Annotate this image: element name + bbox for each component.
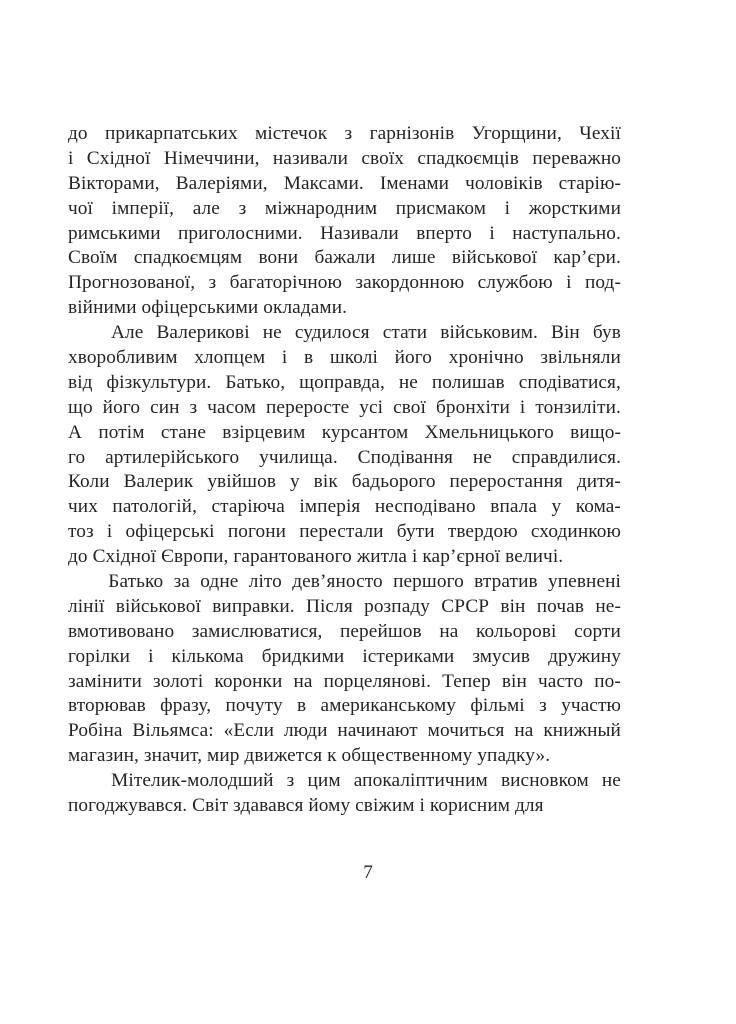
- word: старію-: [558, 172, 621, 194]
- word: Але: [111, 322, 144, 344]
- word: часто: [537, 670, 584, 692]
- word: висновком: [500, 770, 589, 792]
- word: кількома: [171, 645, 244, 667]
- word: до: [68, 123, 88, 144]
- word: гарнізонів: [369, 123, 455, 144]
- word: Східної: [86, 147, 151, 169]
- word: стане: [160, 421, 206, 443]
- word: цим: [307, 770, 341, 792]
- word: але: [192, 197, 220, 219]
- word: на: [293, 670, 313, 692]
- word: в: [303, 347, 314, 369]
- word: змусив: [472, 645, 531, 667]
- word: присмаком: [395, 197, 487, 219]
- text-line: до Східної Європи, гарантованого житла і кар’єрної величі.: [68, 546, 564, 568]
- word: под-: [584, 272, 621, 294]
- word: сходинкою: [530, 521, 621, 543]
- word: одне: [200, 571, 239, 593]
- word: свої: [393, 396, 427, 418]
- word: кар’єри.: [553, 247, 621, 269]
- word: горілки: [68, 645, 131, 667]
- word: не-: [595, 595, 621, 617]
- word: розпаду: [364, 595, 431, 617]
- word: і: [519, 396, 526, 418]
- word: спадкоємцям: [133, 247, 243, 269]
- word: Батько: [108, 571, 164, 593]
- word: взірцевим: [222, 421, 306, 443]
- word: участю: [561, 695, 621, 717]
- word: лінії: [68, 595, 105, 617]
- word: з: [189, 396, 198, 418]
- word: Валерик: [123, 471, 194, 493]
- word: фразу,: [160, 695, 212, 717]
- word: імперія: [299, 496, 361, 518]
- word: мочиться: [427, 720, 505, 742]
- word: американському: [320, 695, 457, 717]
- text-line: [68, 670, 621, 695]
- word: і: [281, 347, 288, 369]
- word: прикарпатських: [105, 123, 238, 144]
- word: вищо-: [570, 421, 621, 443]
- word: коронки: [214, 670, 283, 692]
- word: замінити: [68, 670, 142, 692]
- word: фільмі: [470, 695, 525, 717]
- word: не: [601, 770, 621, 792]
- word: СРСР: [441, 595, 490, 617]
- word: і: [106, 521, 113, 543]
- word: був: [592, 322, 621, 344]
- text-line: [68, 147, 621, 172]
- text-line: [68, 645, 621, 670]
- word: і: [68, 147, 74, 169]
- word: закордонною: [355, 272, 465, 294]
- word: Сподівання: [357, 446, 453, 468]
- word: тоз: [68, 521, 94, 543]
- word: перейшов: [339, 620, 422, 642]
- word: впала: [490, 496, 538, 518]
- word: містечок: [255, 123, 328, 144]
- text-line: [68, 346, 621, 371]
- word: Хмельницького: [424, 421, 554, 443]
- word: за: [173, 571, 190, 593]
- word: погони: [227, 521, 287, 543]
- text-line: [68, 197, 621, 222]
- word: Він: [551, 322, 580, 344]
- word: лише: [391, 247, 436, 269]
- word: щоправда,: [299, 371, 385, 393]
- word: він: [501, 670, 527, 692]
- word: Робіна: [68, 720, 123, 742]
- text-line: погоджувався. Світ здавався йому свіжим і корисним для: [68, 795, 544, 817]
- word: не: [472, 446, 492, 468]
- word: чої: [68, 197, 93, 219]
- word: переросте: [266, 396, 350, 418]
- text-line: [68, 421, 621, 446]
- text-line: [68, 271, 621, 296]
- word: книжный: [543, 720, 621, 742]
- word: військовим.: [440, 322, 538, 344]
- text-line: [68, 769, 621, 794]
- word: військової: [115, 595, 201, 617]
- word: золоті: [153, 670, 204, 692]
- word: перестали: [299, 521, 384, 543]
- word: хворобливим: [68, 347, 178, 369]
- word: міжнародним: [264, 197, 378, 219]
- word: почуту: [225, 695, 283, 717]
- word: А: [68, 421, 83, 443]
- word: судилося: [294, 322, 370, 344]
- word: Тепер: [442, 670, 491, 692]
- word: імперії,: [111, 197, 175, 219]
- word: і: [148, 645, 154, 667]
- page-body-text: [68, 122, 621, 819]
- word: Називали: [320, 222, 399, 244]
- word: дев’яносто: [292, 571, 383, 593]
- word: офіцерські: [125, 521, 215, 543]
- word: бадьорого: [351, 471, 436, 493]
- word: дитя-: [576, 471, 621, 493]
- word: першого: [393, 571, 464, 593]
- word: училища.: [259, 446, 338, 468]
- word: що: [68, 396, 93, 418]
- word: і: [504, 197, 511, 219]
- word: службою: [477, 272, 553, 294]
- word: бронхіти: [435, 396, 510, 418]
- word: «Если: [223, 720, 275, 742]
- word: Валеріями,: [175, 172, 268, 194]
- text-line: [68, 122, 621, 147]
- word: звільняли: [540, 347, 621, 369]
- word: школі: [329, 347, 378, 369]
- word: тонзиліти.: [535, 396, 621, 418]
- word: бути: [396, 521, 435, 543]
- word: з: [238, 197, 247, 219]
- text-line: [68, 570, 621, 595]
- word: артилерійського: [105, 446, 240, 468]
- word: у: [551, 496, 562, 518]
- paragraph-indent: [68, 570, 98, 595]
- text-line: [68, 222, 621, 247]
- word: він: [500, 595, 526, 617]
- word: дружину: [548, 645, 621, 667]
- word: Вікторами,: [68, 172, 160, 194]
- word: з: [539, 695, 547, 717]
- word: називали: [272, 147, 349, 169]
- word: приголосними.: [178, 222, 303, 244]
- text-line: магазин, значит, мир движется к общественному упадку».: [68, 745, 551, 767]
- text-line: [68, 396, 621, 421]
- word: потім: [98, 421, 145, 443]
- word: чоловіків: [465, 172, 543, 194]
- word: Угорщини,: [471, 123, 562, 144]
- text-line: [68, 694, 621, 719]
- word: сорти: [574, 620, 621, 642]
- text-line: [68, 520, 621, 545]
- word: стати: [382, 322, 428, 344]
- word: Вільямса:: [132, 720, 214, 742]
- word: Батько,: [225, 371, 286, 393]
- word: на: [439, 620, 459, 642]
- word: військової: [451, 247, 538, 269]
- word: у: [289, 471, 300, 493]
- word: не: [398, 371, 418, 393]
- word: не: [262, 322, 282, 344]
- word: Іменами: [379, 172, 450, 194]
- word: по-: [594, 670, 621, 692]
- word: літо: [248, 571, 282, 593]
- word: начинают: [337, 720, 418, 742]
- word: переважно: [532, 147, 621, 169]
- word: істериками: [362, 645, 455, 667]
- word: Після: [305, 595, 353, 617]
- word: курсантом: [321, 421, 409, 443]
- word: переростання: [449, 471, 563, 493]
- word: увійшов: [207, 471, 277, 493]
- text-line: [68, 172, 621, 197]
- word: римськими: [68, 222, 161, 244]
- word: часом: [207, 396, 257, 418]
- word: багаторічною: [229, 272, 343, 294]
- word: син: [150, 396, 180, 418]
- text-line: [68, 719, 621, 744]
- text-line: [68, 495, 621, 520]
- text-line: [68, 620, 621, 645]
- word: Максами.: [283, 172, 364, 194]
- word: жорсткими: [528, 197, 621, 219]
- word: чих: [68, 496, 98, 518]
- word: сподіватися,: [518, 371, 621, 393]
- word: спадкоємців: [417, 147, 519, 169]
- word: фізкультури.: [106, 371, 212, 393]
- word: з: [208, 272, 217, 294]
- word: порцелянові.: [323, 670, 432, 692]
- word: апокаліптичним: [353, 770, 488, 792]
- word: полишав: [431, 371, 505, 393]
- word: на: [514, 720, 534, 742]
- word: люди: [283, 720, 328, 742]
- paragraph-indent: [68, 769, 98, 794]
- word: Мітелик-молодший: [111, 770, 274, 792]
- word: Валерикові: [156, 322, 250, 344]
- word: вторював: [68, 695, 146, 717]
- word: і: [489, 222, 495, 244]
- word: своїх: [361, 147, 405, 169]
- word: виправки.: [212, 595, 295, 617]
- word: втратив: [474, 571, 538, 593]
- word: хлопцем: [194, 347, 266, 369]
- word: справдилися.: [511, 446, 621, 468]
- word: Коли: [68, 471, 110, 493]
- text-line: [68, 371, 621, 396]
- word: вони: [258, 247, 299, 269]
- word: вперто: [416, 222, 472, 244]
- word: Прогнозованої,: [68, 272, 196, 294]
- word: з: [286, 770, 295, 792]
- word: твердою: [447, 521, 518, 543]
- word: його: [394, 347, 433, 369]
- word: наступально.: [512, 222, 621, 244]
- word: го: [68, 446, 86, 468]
- word: бажали: [314, 247, 376, 269]
- word: бридкими: [261, 645, 345, 667]
- word: вік: [313, 471, 338, 493]
- page-number: 7: [363, 862, 373, 883]
- word: замислюватися,: [191, 620, 323, 642]
- word: несподівано: [374, 496, 476, 518]
- word: старіюча: [211, 496, 285, 518]
- text-line: [68, 446, 621, 471]
- word: з: [344, 123, 353, 144]
- word: від: [68, 371, 93, 393]
- word: вмотивовано: [68, 620, 175, 642]
- word: його: [102, 396, 141, 418]
- word: почав: [536, 595, 585, 617]
- word: і: [566, 272, 572, 294]
- paragraph-indent: [68, 321, 98, 346]
- word: усі: [359, 396, 384, 418]
- word: Своїм: [68, 247, 118, 269]
- word: хронічно: [448, 347, 524, 369]
- text-line: [68, 595, 621, 620]
- word: в: [297, 695, 307, 717]
- word: кома-: [575, 496, 621, 518]
- word: кольорові: [476, 620, 557, 642]
- word: Чехії: [579, 123, 621, 144]
- text-line: [68, 470, 621, 495]
- text-line: [68, 246, 621, 271]
- word: патологій,: [112, 496, 198, 518]
- word: упевнені: [548, 571, 621, 593]
- text-line: [68, 321, 621, 346]
- word: Німеччини,: [163, 147, 260, 169]
- text-line: війними офіцерськими окладами.: [68, 297, 348, 319]
